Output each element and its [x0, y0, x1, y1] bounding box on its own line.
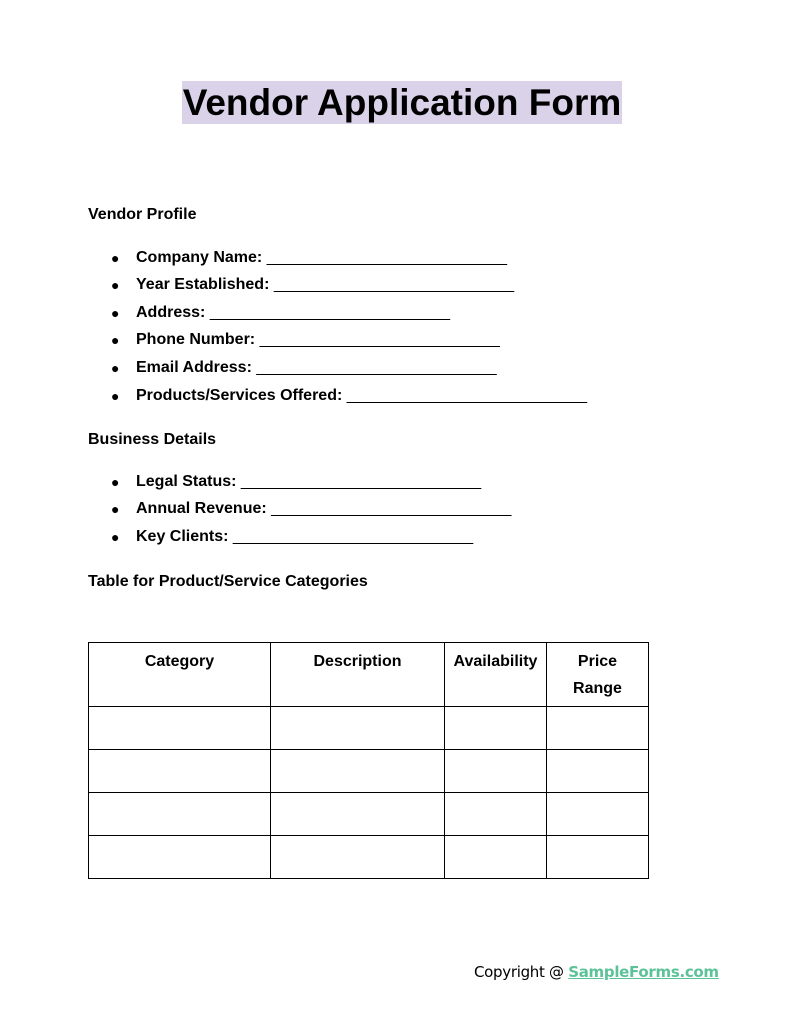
page-title: Vendor Application Form — [182, 82, 622, 123]
table-cell-price-range[interactable] — [547, 836, 649, 879]
field-label: Key Clients: — [136, 528, 229, 545]
table-row — [89, 707, 649, 750]
field-year-established[interactable] — [88, 275, 587, 303]
blank-line[interactable]: ___________________________ — [256, 359, 497, 376]
table-cell-availability[interactable] — [445, 836, 547, 879]
blank-line[interactable]: ___________________________ — [259, 331, 500, 348]
table-row — [89, 793, 649, 836]
table-cell-availability[interactable] — [445, 793, 547, 836]
field-label: Legal Status: — [136, 473, 237, 490]
section-heading-vendor-profile: Vendor Profile — [88, 206, 197, 223]
categories-table — [88, 642, 649, 879]
field-label: Annual Revenue: — [136, 500, 267, 517]
field-legal-status[interactable] — [88, 472, 511, 499]
field-products-services[interactable] — [88, 386, 587, 413]
footer-copyright — [474, 962, 719, 982]
table-cell-price-range[interactable] — [547, 793, 649, 836]
table-cell-description[interactable] — [271, 750, 445, 793]
title-wrapper — [0, 81, 804, 124]
column-header-availability: Availability — [445, 643, 547, 707]
column-header-price-range: Price Range — [547, 643, 649, 707]
field-key-clients[interactable] — [88, 527, 511, 554]
bullet-icon: ● — [111, 501, 120, 517]
bullet-icon: ● — [111, 332, 120, 348]
bullet-icon: ● — [111, 529, 120, 545]
blank-line[interactable]: ___________________________ — [232, 528, 474, 545]
bullet-icon: ● — [111, 250, 120, 266]
blank-line[interactable]: ___________________________ — [346, 387, 588, 404]
blank-line[interactable]: ___________________________ — [273, 276, 515, 293]
field-label: Year Established: — [136, 276, 270, 293]
field-label: Address: — [136, 304, 206, 321]
table-cell-category[interactable] — [89, 750, 271, 793]
field-email-address[interactable] — [88, 358, 587, 386]
bullet-icon: ● — [111, 360, 120, 376]
table-cell-category[interactable] — [89, 836, 271, 879]
vendor-profile-field-list — [88, 248, 587, 413]
sampleforms-link[interactable]: SampleForms.com — [568, 963, 719, 981]
blank-line[interactable]: ___________________________ — [266, 249, 507, 266]
table-row — [89, 750, 649, 793]
column-header-category: Category — [89, 643, 271, 707]
table-cell-description[interactable] — [271, 793, 445, 836]
field-address[interactable] — [88, 303, 587, 330]
blank-line[interactable]: ___________________________ — [240, 473, 482, 490]
bullet-icon: ● — [111, 474, 120, 490]
field-annual-revenue[interactable] — [88, 499, 511, 527]
field-label: Email Address: — [136, 359, 252, 376]
table-cell-description[interactable] — [271, 836, 445, 879]
table-cell-price-range[interactable] — [547, 750, 649, 793]
field-company-name[interactable] — [88, 248, 587, 275]
table-cell-availability[interactable] — [445, 707, 547, 750]
section-heading-business-details: Business Details — [88, 431, 217, 448]
blank-line[interactable]: ___________________________ — [271, 500, 512, 517]
table-cell-availability[interactable] — [445, 750, 547, 793]
field-phone-number[interactable] — [88, 330, 587, 358]
table-cell-description[interactable] — [271, 707, 445, 750]
bullet-icon: ● — [111, 305, 120, 321]
copyright-text: Copyright @ — [474, 963, 569, 981]
table-cell-category[interactable] — [89, 707, 271, 750]
field-label: Products/Services Offered: — [136, 387, 343, 404]
table-cell-price-range[interactable] — [547, 707, 649, 750]
table-header-row — [89, 643, 649, 707]
blank-line[interactable]: ___________________________ — [209, 304, 451, 321]
business-details-field-list — [88, 472, 511, 554]
table-cell-category[interactable] — [89, 793, 271, 836]
field-label: Company Name: — [136, 249, 263, 266]
column-header-description: Description — [271, 643, 445, 707]
field-label: Phone Number: — [136, 331, 256, 348]
table-row — [89, 836, 649, 879]
section-heading-categories-table: Table for Product/Service Categories — [88, 573, 368, 590]
bullet-icon: ● — [111, 277, 120, 293]
bullet-icon: ● — [111, 388, 120, 404]
